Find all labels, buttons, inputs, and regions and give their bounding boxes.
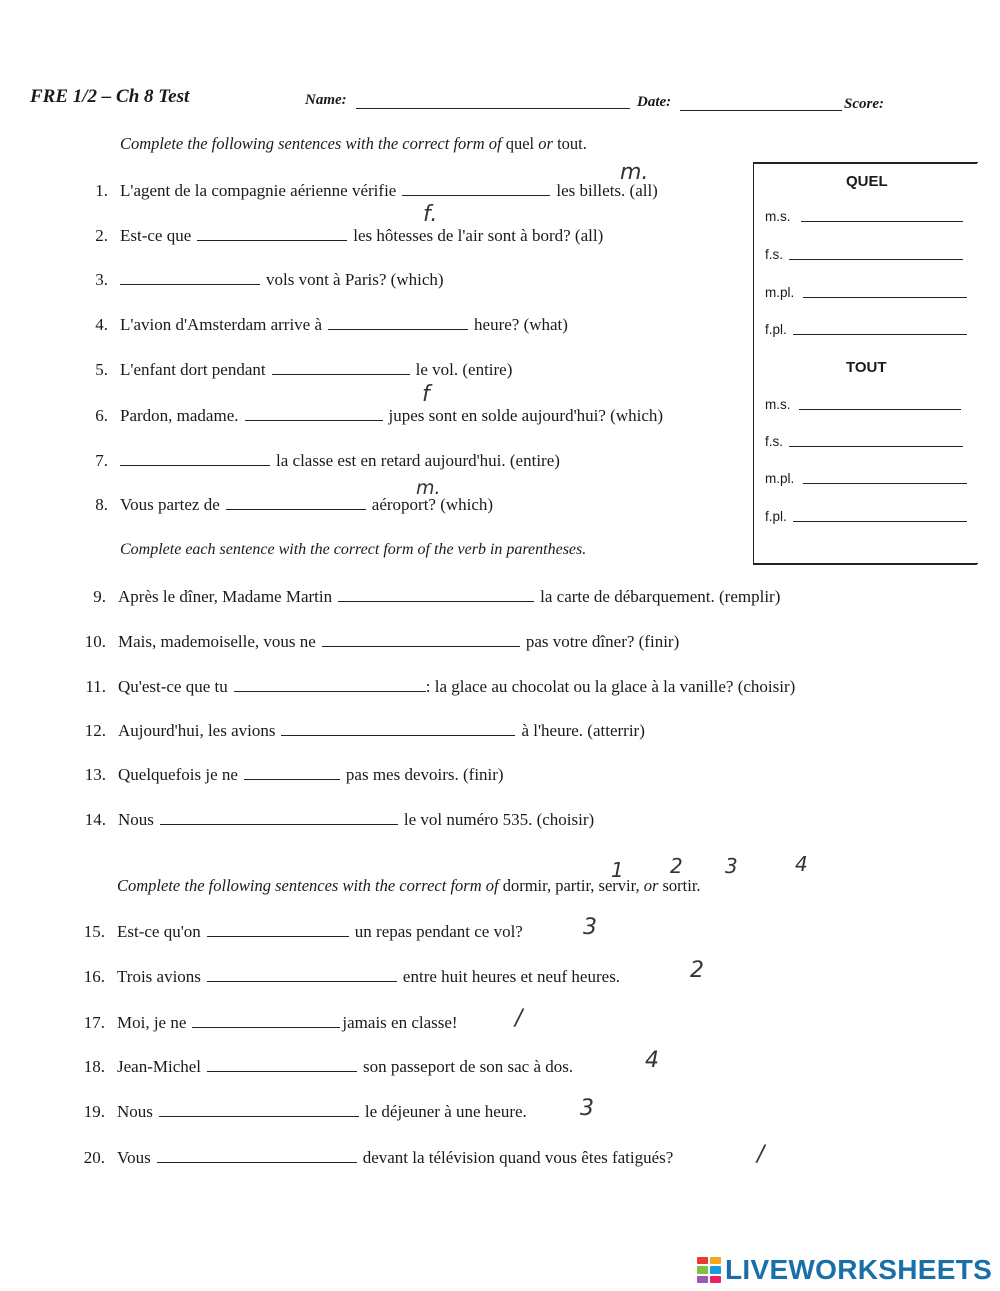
liveworksheets-logo — [697, 1254, 992, 1286]
answer-blank-3[interactable] — [120, 270, 260, 285]
question-9: 9. Après le dîner, Madame Martin la carte de débarquement. (remplir) — [93, 587, 781, 606]
name-label: Name: — [305, 92, 347, 108]
answer-blank-9[interactable] — [338, 587, 534, 602]
answer-blank-4[interactable] — [328, 315, 468, 330]
question-1: 1. L'agent de la compagnie aérienne vérifie les billets. (all) — [95, 181, 658, 200]
handwritten-q6-gender: f — [422, 382, 430, 407]
tout-row-ms: m.s. — [765, 397, 965, 412]
answer-blank-13[interactable] — [244, 765, 340, 780]
answer-blank-14[interactable] — [160, 810, 398, 825]
question-5: 5. L'enfant dort pendant le vol. (entire) — [95, 360, 513, 379]
question-11: 11. Qu'est-ce que tu : la glace au chocolat ou la glace à la vanille? (choisir) — [85, 677, 796, 696]
answer-blank-7[interactable] — [120, 451, 270, 466]
tout-title: TOUT — [846, 359, 887, 376]
answer-blank-1[interactable] — [402, 181, 550, 196]
question-4: 4. L'avion d'Amsterdam arrive à heure? (what) — [95, 315, 568, 334]
question-16: 16. Trois avions entre huit heures et neuf heures. — [83, 967, 621, 986]
logo-text: LIVEWORKSHEETS — [725, 1254, 993, 1285]
tout-row-mpl: m.pl. — [765, 471, 965, 486]
answer-blank-20[interactable] — [157, 1148, 357, 1163]
answer-blank-10[interactable] — [322, 632, 520, 647]
quel-row-ms: m.s. — [765, 209, 965, 224]
handwritten-verb-num-4: 4 — [795, 852, 808, 876]
answer-blank-8[interactable] — [226, 495, 366, 510]
section3-instruction: Complete the following sentences with the correct form of dormir, partir, servir, or sortir. — [117, 876, 701, 895]
quel-mpl-field[interactable] — [803, 297, 967, 298]
answer-blank-15[interactable] — [207, 922, 349, 937]
answer-blank-19[interactable] — [159, 1102, 359, 1117]
quel-row-fs: f.s. — [765, 247, 965, 262]
name-field[interactable] — [356, 108, 630, 109]
answer-blank-17[interactable] — [192, 1013, 340, 1028]
question-17: 17. Moi, je ne jamais en classe! — [83, 1013, 458, 1032]
tout-mpl-field[interactable] — [803, 483, 967, 484]
answer-blank-16[interactable] — [207, 967, 397, 982]
handwritten-verb-num-1: 1 — [611, 858, 624, 882]
question-15: 15. Est-ce qu'on un repas pendant ce vol? — [83, 922, 523, 941]
quel-ms-field[interactable] — [801, 221, 963, 222]
question-2: 2. Est-ce que les hôtesses de l'air sont à bord? (all) — [95, 226, 604, 245]
quel-row-mpl: m.pl. — [765, 285, 965, 300]
handwritten-q20-verb: / — [757, 1142, 765, 1167]
quel-row-fpl: f.pl. — [765, 322, 965, 337]
date-label: Date: — [637, 94, 672, 110]
question-7: 7. la classe est en retard aujourd'hui. (entire) — [95, 451, 560, 470]
tout-fs-field[interactable] — [789, 446, 963, 447]
question-8: 8. Vous partez de aéroport? (which) — [95, 495, 494, 514]
answer-blank-5[interactable] — [272, 360, 410, 375]
section1-instruction: Complete the following sentences with the correct form of quel or tout. — [120, 134, 587, 153]
answer-blank-6[interactable] — [245, 406, 383, 421]
handwritten-verb-num-2: 2 — [670, 854, 683, 878]
answer-blank-11[interactable] — [234, 677, 426, 692]
tout-ms-field[interactable] — [799, 409, 961, 410]
section2-instruction: Complete each sentence with the correct form of the verb in parentheses. — [120, 541, 587, 558]
handwritten-q8-gender: m. — [416, 477, 441, 499]
question-12: 12. Aujourd'hui, les avions à l'heure. (atterrir) — [84, 721, 645, 740]
liveworksheets-mark-icon — [697, 1257, 721, 1283]
box-bottom-rule — [753, 563, 978, 564]
handwritten-verb-num-3: 3 — [725, 854, 738, 878]
question-20: 20. Vous devant la télévision quand vous êtes fatigués? — [83, 1148, 674, 1167]
handwritten-q17-verb: / — [515, 1006, 523, 1031]
test-title: FRE 1/2 – Ch 8 Test — [30, 86, 190, 107]
tout-row-fpl: f.pl. — [765, 509, 965, 524]
tout-row-fs: f.s. — [765, 434, 965, 449]
question-3: 3. vols vont à Paris? (which) — [95, 270, 444, 289]
quel-fs-field[interactable] — [789, 259, 963, 260]
answer-blank-2[interactable] — [197, 226, 347, 241]
handwritten-q15-verb: 3 — [583, 915, 597, 940]
question-13: 13. Quelquefois je ne pas mes devoirs. (finir) — [84, 765, 504, 784]
handwritten-q19-verb: 3 — [580, 1096, 594, 1121]
question-6: 6. Pardon, madame. jupes sont en solde aujourd'hui? (which) — [95, 406, 664, 425]
answer-blank-12[interactable] — [281, 721, 515, 736]
question-10: 10. Mais, mademoiselle, vous ne pas votre dîner? (finir) — [84, 632, 680, 651]
question-18: 18. Jean-Michel son passeport de son sac à dos. — [83, 1057, 574, 1076]
quel-title: QUEL — [846, 173, 888, 190]
tout-fpl-field[interactable] — [793, 521, 967, 522]
handwritten-q18-verb: 4 — [645, 1048, 659, 1073]
quel-fpl-field[interactable] — [793, 334, 967, 335]
answer-blank-18[interactable] — [207, 1057, 357, 1072]
score-label: Score: — [844, 96, 884, 112]
date-field[interactable] — [680, 110, 842, 111]
handwritten-q16-verb: 2 — [690, 958, 704, 983]
question-19: 19. Nous le déjeuner à une heure. — [83, 1102, 527, 1121]
question-14: 14. Nous le vol numéro 535. (choisir) — [84, 810, 595, 829]
handwritten-q1-gender: m. — [620, 160, 649, 185]
handwritten-q2-gender: f. — [423, 202, 438, 227]
